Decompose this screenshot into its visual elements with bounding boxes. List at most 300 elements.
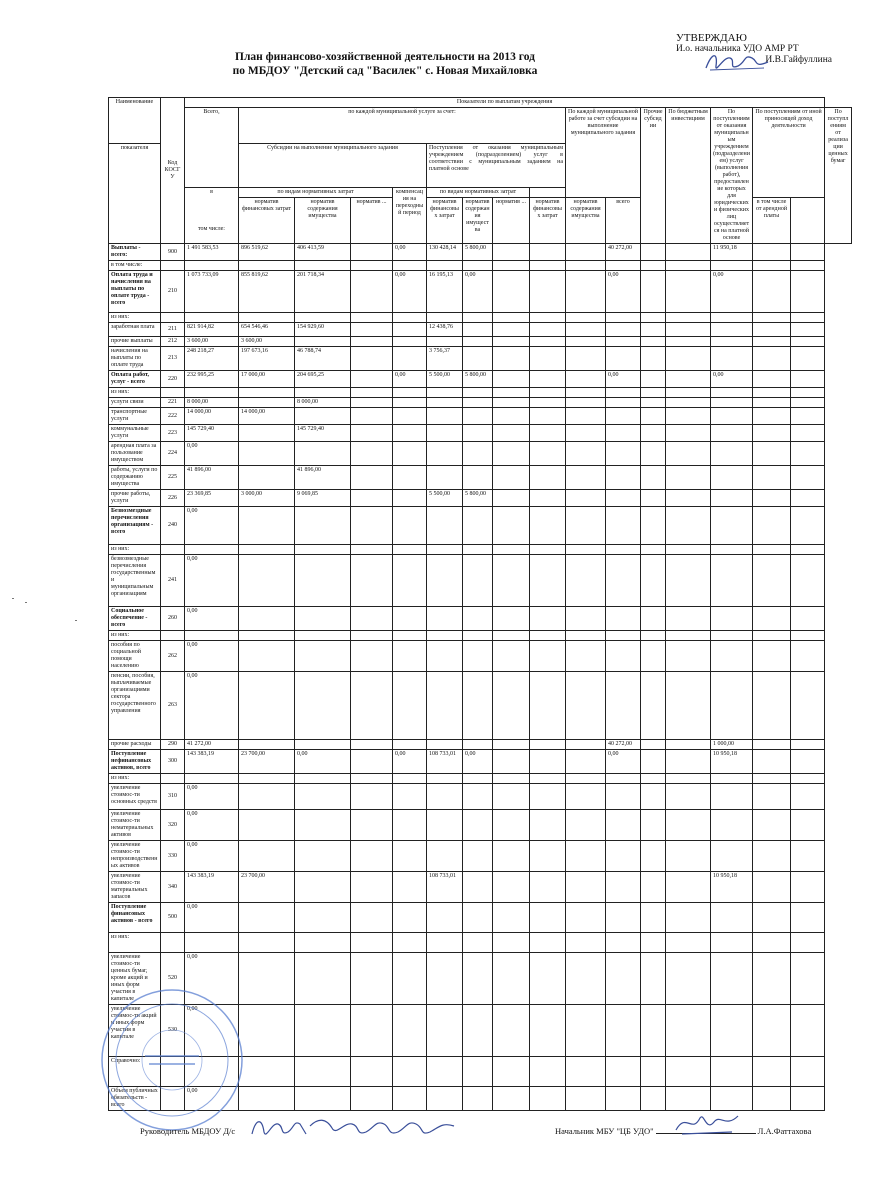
row-name: из них:	[109, 933, 161, 953]
row-value-c14	[753, 507, 791, 545]
row-value-c11	[641, 466, 666, 490]
row-value-c3	[351, 810, 393, 841]
row-value-c13	[711, 903, 753, 933]
row-value-c5: 16 195,13	[427, 271, 463, 313]
table-row	[109, 810, 852, 841]
row-value-c7	[493, 1005, 530, 1057]
row-value-c7	[493, 750, 530, 774]
row-value-c1	[239, 425, 295, 442]
row-value-c12	[666, 774, 711, 784]
row-name: работы, услуги по содержанию имущества	[109, 466, 161, 490]
row-value-c3	[351, 750, 393, 774]
row-value-c13	[711, 313, 753, 323]
row-value-c15	[791, 631, 825, 641]
row-value-c12	[666, 903, 711, 933]
row-value-c12	[666, 507, 711, 545]
row-value-c3	[351, 545, 393, 555]
row-value-c10	[606, 672, 641, 740]
row-value-c15	[791, 740, 825, 750]
row-value-c5: 12 438,76	[427, 323, 463, 337]
row-value-c8	[530, 244, 566, 261]
table-row	[109, 442, 852, 466]
row-total: 232 995,25	[185, 371, 239, 388]
table-row	[109, 490, 852, 507]
row-code	[161, 545, 185, 555]
row-value-c5	[427, 313, 463, 323]
row-name: Поступление нефинансовых активов, всего	[109, 750, 161, 774]
row-value-c3	[351, 398, 393, 408]
row-value-c9	[566, 507, 606, 545]
row-value-c2	[295, 841, 351, 872]
row-value-c9	[566, 261, 606, 271]
row-value-c12	[666, 347, 711, 371]
row-value-c12	[666, 810, 711, 841]
row-value-c10	[606, 774, 641, 784]
table-row	[109, 872, 852, 903]
row-value-c1	[239, 784, 295, 810]
row-value-c13	[711, 323, 753, 337]
row-value-c7	[493, 244, 530, 261]
approval-signature-icon	[702, 48, 772, 76]
row-value-c10	[606, 841, 641, 872]
row-value-c2: 0,00	[295, 750, 351, 774]
row-code: 225	[161, 466, 185, 490]
row-value-c5	[427, 784, 463, 810]
row-value-c1	[239, 398, 295, 408]
row-value-c2: 201 718,34	[295, 271, 351, 313]
row-value-c11	[641, 408, 666, 425]
row-value-c13	[711, 490, 753, 507]
row-value-c3	[351, 425, 393, 442]
row-value-c15	[791, 347, 825, 371]
row-value-c14	[753, 371, 791, 388]
row-value-c5	[427, 774, 463, 784]
row-value-c15	[791, 607, 825, 631]
row-value-c3	[351, 337, 393, 347]
row-value-c13	[711, 1005, 753, 1057]
row-value-c4	[393, 398, 427, 408]
row-value-c4	[393, 672, 427, 740]
footer-chief-name: Л.А.Фаттахова	[757, 1126, 812, 1136]
row-value-c11	[641, 261, 666, 271]
table-row	[109, 337, 852, 347]
row-value-c12	[666, 1005, 711, 1057]
row-value-c11	[641, 740, 666, 750]
row-value-c7	[493, 313, 530, 323]
row-value-c12	[666, 784, 711, 810]
row-name: из них:	[109, 545, 161, 555]
row-value-c13	[711, 347, 753, 371]
row-value-c1	[239, 545, 295, 555]
row-total: 145 729,40	[185, 425, 239, 442]
row-value-c5	[427, 507, 463, 545]
row-value-c12	[666, 466, 711, 490]
row-value-c2: 8 000,00	[295, 398, 351, 408]
row-value-c9	[566, 323, 606, 337]
row-value-c4	[393, 872, 427, 903]
row-value-c5: 108 733,01	[427, 872, 463, 903]
row-value-c14	[753, 841, 791, 872]
row-value-c2	[295, 1087, 351, 1111]
plan-table	[108, 97, 852, 1111]
row-total: 1 491 583,53	[185, 244, 239, 261]
row-value-c9	[566, 953, 606, 1005]
row-value-c15	[791, 953, 825, 1005]
row-code: 520	[161, 953, 185, 1005]
row-name: Оплата труда и начисления на выплаты по оплате труда - всего	[109, 271, 161, 313]
row-value-c13	[711, 545, 753, 555]
row-value-c8	[530, 323, 566, 337]
table-row	[109, 507, 852, 545]
table-row	[109, 903, 852, 933]
row-value-c11	[641, 672, 666, 740]
row-name: увеличение стоимос-ти непроизводственных активов	[109, 841, 161, 872]
row-value-c5	[427, 631, 463, 641]
header-per-service: по каждой муниципальной услуге за счет:	[239, 108, 566, 144]
row-code: 211	[161, 323, 185, 337]
header-norm-fin: норматив финансовых затрат	[239, 198, 295, 244]
row-value-c12	[666, 442, 711, 466]
row-value-c13	[711, 607, 753, 631]
row-total: 0,00	[185, 810, 239, 841]
row-value-c6	[463, 933, 493, 953]
row-value-c5	[427, 672, 463, 740]
row-value-c1: 17 000,00	[239, 371, 295, 388]
row-value-c1	[239, 641, 295, 672]
row-value-c4	[393, 555, 427, 607]
row-value-c10	[606, 313, 641, 323]
row-value-c10	[606, 442, 641, 466]
row-total: 1 073 733,09	[185, 271, 239, 313]
row-value-c9	[566, 872, 606, 903]
row-value-c10	[606, 425, 641, 442]
row-value-c1	[239, 841, 295, 872]
row-value-c13	[711, 784, 753, 810]
row-value-c6	[463, 347, 493, 371]
row-value-c2	[295, 337, 351, 347]
row-value-c10	[606, 1005, 641, 1057]
row-value-c2	[295, 672, 351, 740]
row-value-c11	[641, 631, 666, 641]
row-value-c9	[566, 903, 606, 933]
row-value-c2: 145 729,40	[295, 425, 351, 442]
row-name: безвозмездные перечисления государственным и муниципальным организациям	[109, 555, 161, 607]
row-value-c14	[753, 784, 791, 810]
row-value-c14	[753, 774, 791, 784]
row-total: 248 218,27	[185, 347, 239, 371]
row-value-c10	[606, 631, 641, 641]
row-value-c9	[566, 784, 606, 810]
row-value-c6	[463, 903, 493, 933]
header-name-top: Наименование	[109, 98, 161, 144]
row-value-c14	[753, 903, 791, 933]
row-value-c11	[641, 750, 666, 774]
row-value-c5	[427, 903, 463, 933]
row-value-c7	[493, 261, 530, 271]
row-code: 213	[161, 347, 185, 371]
row-value-c7	[493, 672, 530, 740]
row-value-c3	[351, 244, 393, 261]
row-code: 310	[161, 784, 185, 810]
row-value-c9	[566, 672, 606, 740]
row-value-c5	[427, 337, 463, 347]
plan-table-body	[109, 244, 852, 1111]
row-value-c11	[641, 641, 666, 672]
table-row	[109, 261, 852, 271]
row-value-c9	[566, 388, 606, 398]
row-value-c6	[463, 545, 493, 555]
row-name: увеличение стоимос-ти ценных бумаг, кроме акций и иных форм участия в капитале	[109, 953, 161, 1005]
row-value-c7	[493, 872, 530, 903]
row-value-c9	[566, 271, 606, 313]
header-name-bottom: показателя	[109, 144, 161, 244]
row-value-c14	[753, 313, 791, 323]
header-income-gen: По поступлениям от иной приносящей доход деятельности	[753, 108, 825, 198]
approval-name: И.В.Гайфуллина	[765, 55, 832, 65]
row-value-c11	[641, 337, 666, 347]
row-value-c2	[295, 903, 351, 933]
row-value-c13	[711, 933, 753, 953]
row-value-c4	[393, 933, 427, 953]
row-value-c1	[239, 507, 295, 545]
row-value-c11	[641, 903, 666, 933]
row-value-c10	[606, 607, 641, 631]
row-value-c8	[530, 903, 566, 933]
row-name: увеличение стоимос-ти нематериальных активов	[109, 810, 161, 841]
row-value-c14	[753, 442, 791, 466]
row-value-c4	[393, 810, 427, 841]
row-value-c2	[295, 784, 351, 810]
row-name: пенсии, пособия, выплачиваемые организациями сектора государственного управления	[109, 672, 161, 740]
row-value-c5	[427, 1005, 463, 1057]
row-value-c2: 41 896,00	[295, 466, 351, 490]
row-total	[185, 631, 239, 641]
row-value-c10: 40 272,00	[606, 740, 641, 750]
row-value-c14	[753, 1057, 791, 1087]
header-norm-fin-2: норматив финансовых затрат	[427, 198, 463, 244]
footer-chief-label: Начальник МБУ "ЦБ УДО"	[555, 1126, 654, 1136]
row-value-c12	[666, 631, 711, 641]
row-value-c11	[641, 388, 666, 398]
row-value-c5	[427, 545, 463, 555]
row-value-c2	[295, 740, 351, 750]
row-total: 0,00	[185, 607, 239, 631]
header-receipts: Поступления от оказания муниципальным учреждением (подразделением) услуг в соответствии с муниципальным заданием на платной основе	[427, 144, 566, 188]
row-value-c10	[606, 933, 641, 953]
row-value-c1	[239, 740, 295, 750]
row-value-c8	[530, 398, 566, 408]
row-code: 222	[161, 408, 185, 425]
row-name: увеличение стоимос-ти материальных запасов	[109, 872, 161, 903]
row-value-c1: 23 700,00	[239, 872, 295, 903]
row-value-c3	[351, 442, 393, 466]
row-value-c11	[641, 398, 666, 408]
row-value-c15	[791, 371, 825, 388]
row-value-c13	[711, 953, 753, 1005]
row-value-c15	[791, 545, 825, 555]
row-value-c10: 0,00	[606, 750, 641, 774]
row-value-c14	[753, 872, 791, 903]
row-value-c13: 11 950,18	[711, 244, 753, 261]
row-name: коммунальные услуги	[109, 425, 161, 442]
row-value-c8	[530, 841, 566, 872]
row-value-c9	[566, 313, 606, 323]
row-value-c8	[530, 607, 566, 631]
row-value-c8	[530, 750, 566, 774]
row-value-c7	[493, 425, 530, 442]
row-value-c7	[493, 323, 530, 337]
row-total	[185, 261, 239, 271]
row-value-c3	[351, 607, 393, 631]
row-value-c4	[393, 490, 427, 507]
row-value-c13	[711, 398, 753, 408]
row-value-c5	[427, 466, 463, 490]
row-value-c7	[493, 1087, 530, 1111]
row-value-c6	[463, 408, 493, 425]
row-value-c5: 130 428,14	[427, 244, 463, 261]
organization-stamp-icon	[97, 985, 247, 1135]
row-value-c8	[530, 261, 566, 271]
row-value-c2	[295, 774, 351, 784]
row-value-c5	[427, 555, 463, 607]
row-value-c6	[463, 323, 493, 337]
row-value-c6	[463, 1005, 493, 1057]
row-value-c13	[711, 841, 753, 872]
row-value-c9	[566, 841, 606, 872]
row-value-c4	[393, 784, 427, 810]
row-value-c13	[711, 408, 753, 425]
row-value-c11	[641, 425, 666, 442]
row-code: 320	[161, 810, 185, 841]
row-value-c2	[295, 872, 351, 903]
row-value-c8	[530, 271, 566, 313]
row-value-c7	[493, 490, 530, 507]
row-value-c9	[566, 607, 606, 631]
row-value-c3	[351, 507, 393, 545]
row-value-c3	[351, 408, 393, 425]
row-code	[161, 261, 185, 271]
row-value-c13: 0,00	[711, 371, 753, 388]
row-value-c10	[606, 398, 641, 408]
row-value-c7	[493, 933, 530, 953]
row-value-c8	[530, 784, 566, 810]
table-row	[109, 631, 852, 641]
row-value-c14	[753, 740, 791, 750]
row-code: 221	[161, 398, 185, 408]
row-value-c2	[295, 313, 351, 323]
row-value-c4	[393, 313, 427, 323]
row-value-c12	[666, 323, 711, 337]
row-value-c11	[641, 347, 666, 371]
row-total: 0,00	[185, 442, 239, 466]
row-value-c5	[427, 641, 463, 672]
row-value-c3	[351, 903, 393, 933]
header-norm-maint-3: норматив содержания имущества	[566, 198, 606, 244]
row-value-c12	[666, 1057, 711, 1087]
table-row	[109, 271, 852, 313]
row-value-c6	[463, 641, 493, 672]
table-row	[109, 841, 852, 872]
table-row	[109, 750, 852, 774]
row-total: 0,00	[185, 641, 239, 672]
row-value-c12	[666, 740, 711, 750]
row-code: 500	[161, 903, 185, 933]
row-value-c7	[493, 953, 530, 1005]
row-value-c12	[666, 261, 711, 271]
row-value-c14	[753, 347, 791, 371]
row-value-c6	[463, 337, 493, 347]
row-value-c9	[566, 1087, 606, 1111]
row-value-c10	[606, 507, 641, 545]
row-value-c8	[530, 1087, 566, 1111]
table-row	[109, 323, 852, 337]
row-name: арендная плата за пользование имуществом	[109, 442, 161, 466]
row-value-c4	[393, 1087, 427, 1111]
row-total: 0,00	[185, 784, 239, 810]
row-value-c10	[606, 408, 641, 425]
row-value-c5: 5 500,00	[427, 490, 463, 507]
row-value-c7	[493, 388, 530, 398]
row-value-c15	[791, 271, 825, 313]
row-code: 224	[161, 442, 185, 466]
row-value-c15	[791, 261, 825, 271]
row-value-c5	[427, 1057, 463, 1087]
row-value-c9	[566, 545, 606, 555]
row-value-c5	[427, 933, 463, 953]
header-by-norm-costs-2: по видам нормативных затрат	[427, 188, 530, 198]
row-value-c1: 3 600,00	[239, 337, 295, 347]
row-value-c3	[351, 953, 393, 1005]
row-value-c7	[493, 641, 530, 672]
row-value-c5	[427, 607, 463, 631]
row-name: прочие работы, услуги	[109, 490, 161, 507]
row-value-c6	[463, 631, 493, 641]
row-value-c3	[351, 313, 393, 323]
row-value-c8	[530, 555, 566, 607]
row-name: Социальное обеспечение - всего	[109, 607, 161, 631]
row-value-c11	[641, 490, 666, 507]
row-total: 143 383,19	[185, 872, 239, 903]
row-value-c6	[463, 607, 493, 631]
row-value-c6	[463, 555, 493, 607]
row-value-c10: 0,00	[606, 371, 641, 388]
table-row	[109, 398, 852, 408]
row-code: 241	[161, 555, 185, 607]
row-value-c8	[530, 933, 566, 953]
row-value-c8	[530, 442, 566, 466]
row-value-c15	[791, 933, 825, 953]
table-row	[109, 313, 852, 323]
row-value-c2: 46 788,74	[295, 347, 351, 371]
row-code: 212	[161, 337, 185, 347]
row-value-c4: 0,00	[393, 271, 427, 313]
row-value-c10	[606, 545, 641, 555]
row-value-c13	[711, 507, 753, 545]
row-value-c3	[351, 555, 393, 607]
table-row	[109, 933, 852, 953]
row-value-c15	[791, 903, 825, 933]
row-name: из них:	[109, 774, 161, 784]
row-value-c3	[351, 271, 393, 313]
row-value-c6: 5 800,00	[463, 371, 493, 388]
row-value-c15	[791, 1057, 825, 1087]
row-value-c15	[791, 313, 825, 323]
row-value-c15	[791, 1005, 825, 1057]
row-value-c7	[493, 271, 530, 313]
row-total	[185, 388, 239, 398]
row-value-c13	[711, 425, 753, 442]
row-value-c11	[641, 841, 666, 872]
